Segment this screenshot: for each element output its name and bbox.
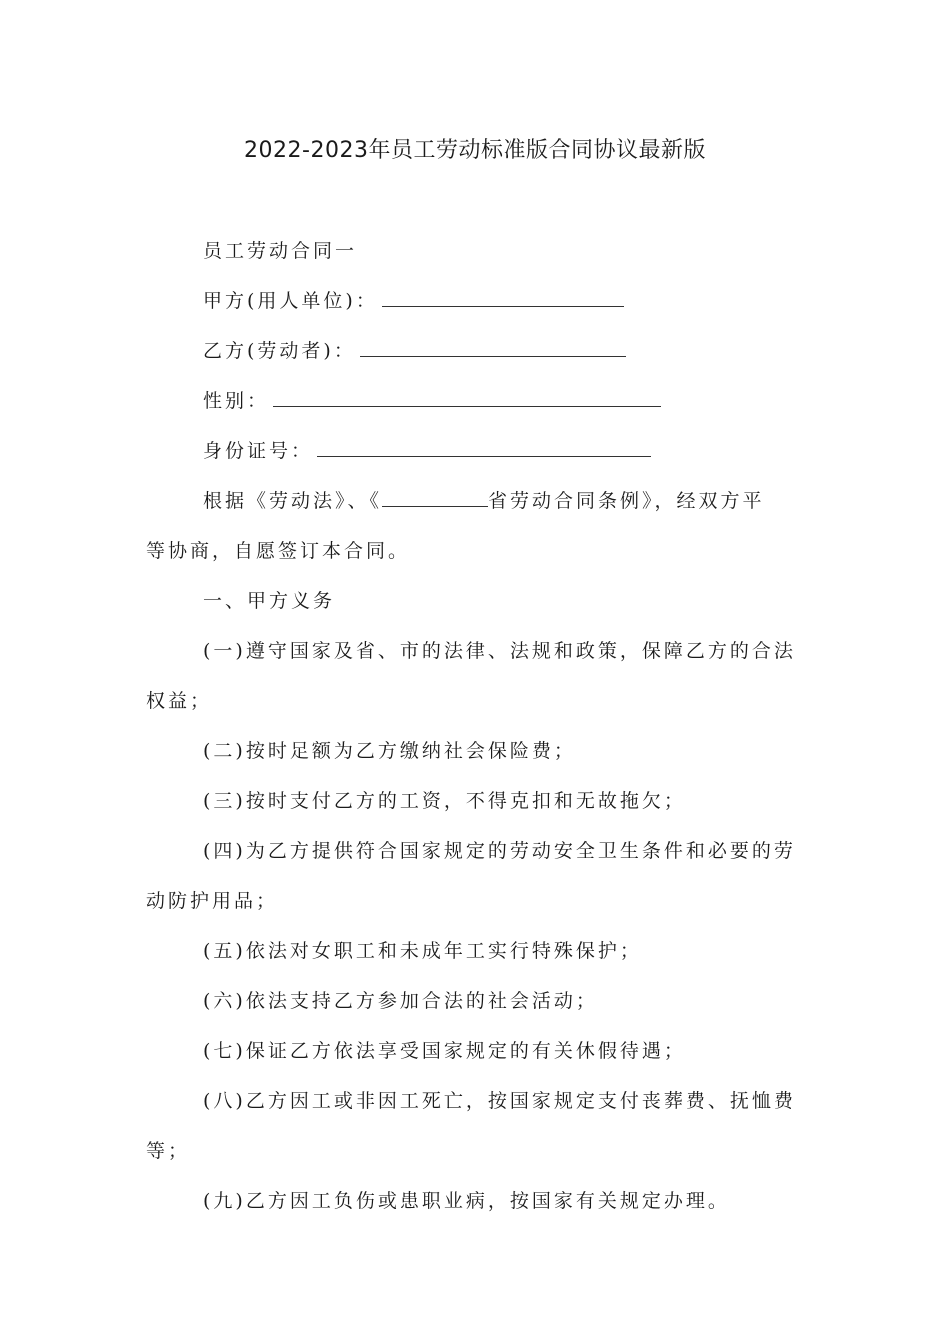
province-blank [382, 486, 488, 507]
clause-5: (五)依法对女职工和未成年工实行特殊保护； [203, 940, 642, 962]
contract-subtitle: 员工劳动合同一 [203, 240, 358, 262]
party-a-label: 甲方(用人单位)： [203, 290, 378, 312]
party-a-blank [382, 286, 624, 307]
clause-6: (六)依法支持乙方参加合法的社会活动； [203, 990, 598, 1012]
clause-4-line-1: (四)为乙方提供符合国家规定的劳动安全卫生条件和必要的劳 [203, 840, 796, 862]
preamble-line-2: 等协商，自愿签订本合同。 [146, 540, 411, 562]
party-b-blank [360, 336, 626, 357]
party-a-field [203, 286, 813, 316]
clause-9: (九)乙方因工负伤或患职业病，按国家有关规定办理。 [203, 1190, 730, 1212]
gender-blank [273, 386, 661, 407]
document-title: 2022-2023年员工劳动标准版合同协议最新版 [244, 138, 706, 163]
id-number-blank [317, 436, 651, 457]
id-number-label: 身份证号： [203, 440, 314, 462]
preamble-part-1: 根据《劳动法》、《 [203, 490, 383, 512]
clause-1-line-1: (一)遵守国家及省、市的法律、法规和政策，保障乙方的合法 [203, 640, 796, 662]
id-number-field [203, 436, 813, 466]
section-heading-party-a-obligations: 一、甲方义务 [203, 590, 336, 612]
clause-8-line-2: 等； [146, 1140, 191, 1162]
party-b-field [203, 336, 813, 366]
gender-label: 性别： [203, 390, 270, 412]
clause-1-line-2: 权益； [146, 690, 213, 712]
preamble-part-2: 省劳动合同条例》，经双方平 [488, 490, 765, 512]
preamble-line-1 [203, 486, 813, 516]
party-b-label: 乙方(劳动者)： [203, 340, 356, 362]
clause-4-line-2: 动防护用品； [146, 890, 279, 912]
clause-8-line-1: (八)乙方因工或非因工死亡，按国家规定支付丧葬费、抚恤费 [203, 1090, 796, 1112]
clause-2: (二)按时足额为乙方缴纳社会保险费； [203, 740, 576, 762]
clause-3: (三)按时支付乙方的工资，不得克扣和无故拖欠； [203, 790, 686, 812]
clause-7: (七)保证乙方依法享受国家规定的有关休假待遇； [203, 1040, 686, 1062]
gender-field [203, 386, 813, 416]
